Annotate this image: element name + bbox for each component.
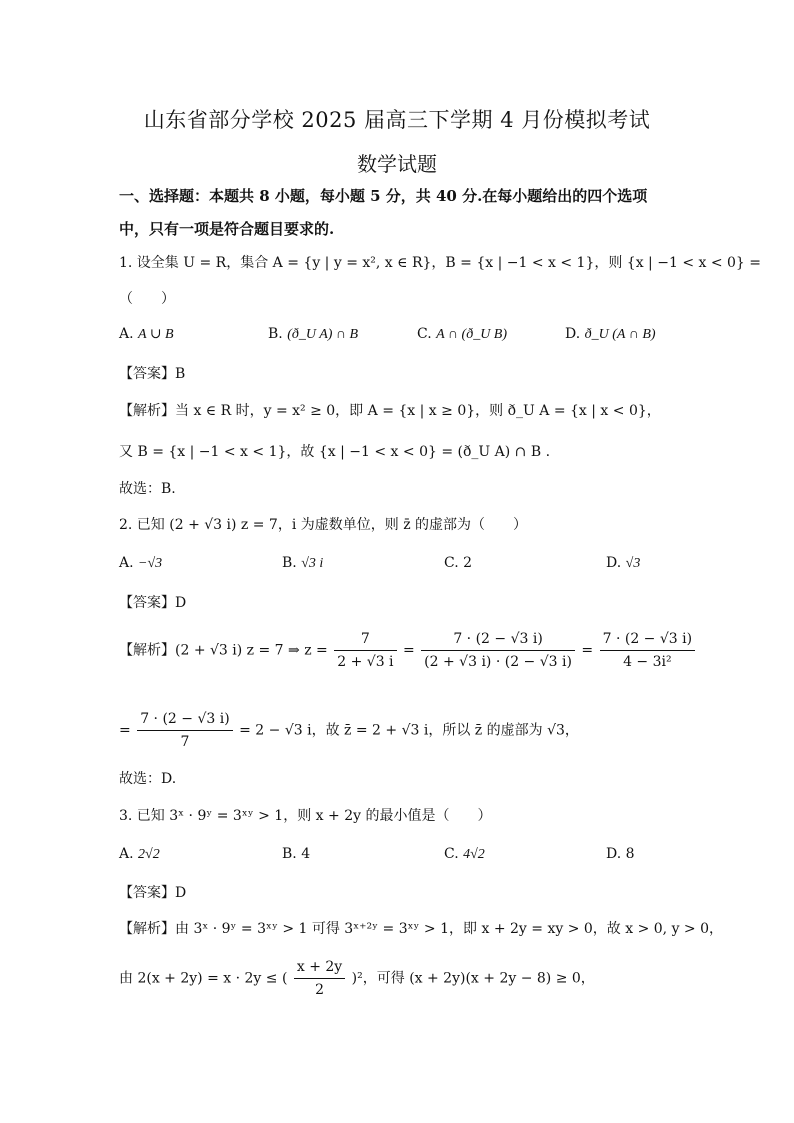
fraction-denominator: 2 xyxy=(315,982,324,998)
analysis-prefix: 【解析】(2 + √3 i) z = 7 ⇒ z = xyxy=(119,642,328,659)
option-text: 2√2 xyxy=(138,847,160,862)
option-label: B. xyxy=(282,846,297,862)
q3-option-a xyxy=(119,846,160,863)
fraction-1 xyxy=(294,956,345,1001)
fraction-numerator: 7 xyxy=(334,628,396,651)
option-label: C. xyxy=(417,326,432,342)
fraction-3 xyxy=(600,628,695,673)
q1-conclusion: 故选：B. xyxy=(119,481,176,497)
option-label: D. xyxy=(606,846,622,862)
q1-option-d xyxy=(565,326,656,343)
q1-option-b xyxy=(268,326,358,343)
q2-option-b xyxy=(282,555,323,572)
q2-stem: 2. 已知 (2 + √3 i) z = 7，i 为虚数单位，则 z̄ 的虚部为（ ） xyxy=(119,517,528,533)
q1-option-c xyxy=(417,326,507,343)
option-label: C. xyxy=(444,846,459,862)
option-label: B. xyxy=(282,555,297,571)
q2-option-a xyxy=(119,555,162,572)
option-text: 4√2 xyxy=(463,847,485,862)
q3-stem: 3. 已知 3ˣ · 9ʸ = 3ˣʸ > 1，则 x + 2y 的最小值是（ ） xyxy=(119,808,492,824)
q2-analysis-2 xyxy=(119,708,579,753)
equals-sign: = xyxy=(119,722,131,739)
option-text: (ð_U A) ∩ B xyxy=(287,327,359,342)
q1-paren: （ ） xyxy=(119,291,175,307)
option-text: A ∩ (ð_U B) xyxy=(436,327,508,342)
q2-analysis-1 xyxy=(119,628,697,673)
q3-analysis-2 xyxy=(119,956,595,1001)
q2-answer: 【答案】D xyxy=(119,595,187,611)
q1-answer: 【答案】B xyxy=(119,366,186,382)
analysis-suffix: )²，可得 (x + 2y)(x + 2y − 8) ≥ 0， xyxy=(351,970,595,987)
q1-analysis-2: 又 B = {x | −1 < x < 1}，故 {x | −1 < x < 0} = (ð_U A) ∩ B . xyxy=(119,444,551,460)
option-text: √3 i xyxy=(301,556,324,571)
option-text: −√3 xyxy=(138,556,163,571)
q2-conclusion: 故选：D. xyxy=(119,771,177,787)
page-subtitle: 数学试题 xyxy=(357,152,437,176)
option-label: A. xyxy=(119,326,134,342)
fraction-4 xyxy=(137,708,232,753)
fraction-numerator: 7 · (2 − √3 i) xyxy=(421,628,575,651)
option-label: A. xyxy=(119,555,134,571)
option-text: √3 xyxy=(625,556,641,571)
q1-analysis-1: 【解析】当 x ∈ R 时，y = x² ≥ 0，即 A = {x | x ≥ 0}，则 ð_U A = {x | x < 0}， xyxy=(119,403,661,419)
section-heading xyxy=(119,180,679,246)
option-label: A. xyxy=(119,846,134,862)
fraction-denominator: 2 + √3 i xyxy=(337,654,394,670)
q3-option-c xyxy=(444,846,485,863)
equals-sign: = xyxy=(581,642,594,659)
fraction-denominator: 7 xyxy=(180,734,190,750)
equals-sign: = xyxy=(402,642,415,659)
q1-option-a xyxy=(119,326,174,343)
section-heading-line2: 中，只有一项是符合题目要求的. xyxy=(119,220,335,238)
q3-option-d xyxy=(606,846,635,862)
q3-option-b xyxy=(282,846,310,862)
fraction-denominator: (2 + √3 i) · (2 − √3 i) xyxy=(424,654,572,670)
option-text: 4 xyxy=(301,846,311,862)
q2-option-c xyxy=(444,555,472,571)
option-text: 8 xyxy=(625,846,635,862)
q2-option-d xyxy=(606,555,640,572)
option-text: A ∪ B xyxy=(138,327,174,342)
q1-stem: 1. 设全集 U = R，集合 A = {y | y = x², x ∈ R}，B = {x | −1 < x < 1}，则 {x | −1 < x < 0} = xyxy=(119,255,762,271)
fraction-numerator: 7 · (2 − √3 i) xyxy=(137,708,232,731)
q3-analysis-1: 【解析】由 3ˣ · 9ʸ = 3ˣʸ > 1 可得 3ˣ⁺²ʸ = 3ˣʸ > 1，即 x + 2y = xy > 0，故 x > 0, y > 0， xyxy=(119,921,724,937)
analysis-suffix: = 2 − √3 i，故 z̄ = 2 + √3 i，所以 z̄ 的虚部为 √3， xyxy=(239,722,579,739)
option-text: 2 xyxy=(463,555,473,571)
q3-answer: 【答案】D xyxy=(119,885,187,901)
fraction-1 xyxy=(334,628,396,673)
option-label: D. xyxy=(565,326,581,342)
option-text: ð_U (A ∩ B) xyxy=(584,327,656,342)
option-label: D. xyxy=(606,555,622,571)
fraction-numerator: x + 2y xyxy=(294,956,345,979)
fraction-denominator: 4 − 3i² xyxy=(623,654,672,670)
option-label: B. xyxy=(268,326,283,342)
section-heading-line1: 一、选择题：本题共 8 小题，每小题 5 分，共 40 分.在每小题给出的四个选项 xyxy=(119,187,648,205)
option-label: C. xyxy=(444,555,459,571)
fraction-numerator: 7 · (2 − √3 i) xyxy=(600,628,695,651)
page-title: 山东省部分学校 2025 届高三下学期 4 月份模拟考试 xyxy=(143,108,651,132)
fraction-2 xyxy=(421,628,575,673)
analysis-prefix: 由 2(x + 2y) = x · 2y ≤ ( xyxy=(119,970,288,987)
